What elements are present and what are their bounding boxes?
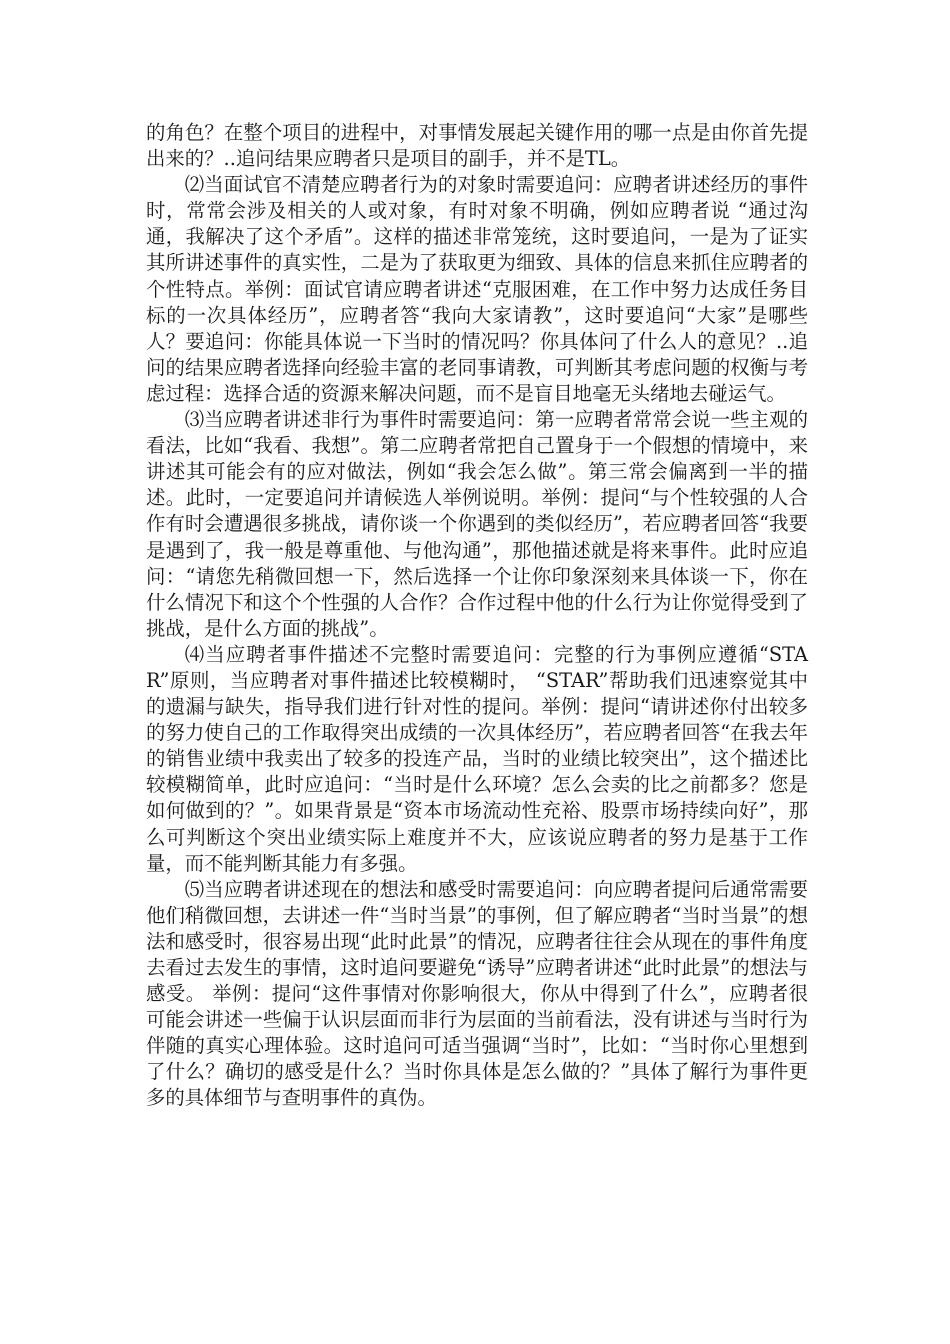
document-body (146, 120, 808, 1112)
paragraph-item-4: ⑷当应聘者事件描述不完整时需要追问：完整的行为事例应遵循“STAR”原则，当应聘者对事件描述比较模糊时， “STAR”帮助我们迅速察觉其中的遗漏与缺失，指导我们进行针对性的提问。举例：提问“请讲述你付出较多的努力使自己的工作取得突出成绩的一次具体经历”，若应聘者回答“在我去年的销售业绩中我卖出了较多的投连产品，当时的业绩比较突出”，这个描述比较模糊简单，此时应追问：“当时是什么环境？怎么会卖的比之前都多？您是如何做到的？”。如果背景是“资本市场流动性充裕、股票市场持续向好”，那么可判断这个突出业绩实际上难度并不大，应该说应聘者的努力是基于工作量，而不能判断其能力有多强。 (146, 642, 808, 875)
paragraph-continuation: 的角色？在整个项目的进程中，对事情发展起关键作用的哪一点是由你首先提出来的？..追问结果应聘者只是项目的副手，并不是TL。 (146, 121, 808, 171)
paragraph-item-2: ⑵当面试官不清楚应聘者行为的对象时需要追问：应聘者讲述经历的事件时，常常会涉及相关的人或对象，有时对象不明确，例如应聘者说 “通过沟通，我解决了这个矛盾”。这样的描述非常笼统，这时要追问，一是为了证实其所讲述事件的真实性，二是为了获取更为细致、具体的信息来抓住应聘者的个性特点。举例：面试官请应聘者讲述“克服困难，在工作中努力达成任务目标的一次具体经历”，应聘者答“我向大家请教”，这时要追问“大家”是哪些人？要追问：你能具体说一下当时的情况吗？你具体问了什么人的意见？..追问的结果应聘者选择向经验丰富的老同事请教，可判断其考虑问题的权衡与考虑过程：选择合适的资源来解决问题，而不是盲目地毫无头绪地去碰运气。 (146, 173, 808, 405)
paragraph-item-5: ⑸当应聘者讲述现在的想法和感受时需要追问：向应聘者提问后通常需要他们稍微回想，去讲述一件“当时当景”的事例，但了解应聘者“当时当景”的想法和感受时，很容易出现“此时此景”的情况，应聘者往往会从现在的事件角度去看过去发生的事情，这时追问要避免“诱导”应聘者讲述“此时此景”的想法与感受。 举例：提问“这件事情对你影响很大，你从中得到了什么”，应聘者很可能会讲述一些偏于认识层面而非行为层面的当前看法，没有讲述与当时行为伴随的真实心理体验。这时追问可适当强调“当时”，比如：“当时你心里想到了什么？确切的感受是什么？当时你具体是怎么做的？”具体了解行为事件更多的具体细节与查明事件的真伪。 (146, 877, 808, 1110)
paragraph-item-3: ⑶当应聘者讲述非行为事件时需要追问：第一应聘者常常会说一些主观的看法，比如“我看、我想”。第二应聘者常把自己置身于一个假想的情境中，来讲述其可能会有的应对做法，例如“我会怎么做”。第三常会偏离到一半的描述。此时，一定要追问并请候选人举例说明。举例：提问“与个性较强的人合作有时会遭遇很多挑战，请你谈一个你遇到的类似经历”，若应聘者回答“我要是遇到了，我一般是尊重他、与他沟通”，那他描述就是将来事件。此时应追问：“请您先稍微回想一下，然后选择一个让你印象深刻来具体谈一下，你在什么情况下和这个个性强的人合作？合作过程中他的什么行为让你觉得受到了挑战，是什么方面的挑战”。 (146, 408, 808, 640)
